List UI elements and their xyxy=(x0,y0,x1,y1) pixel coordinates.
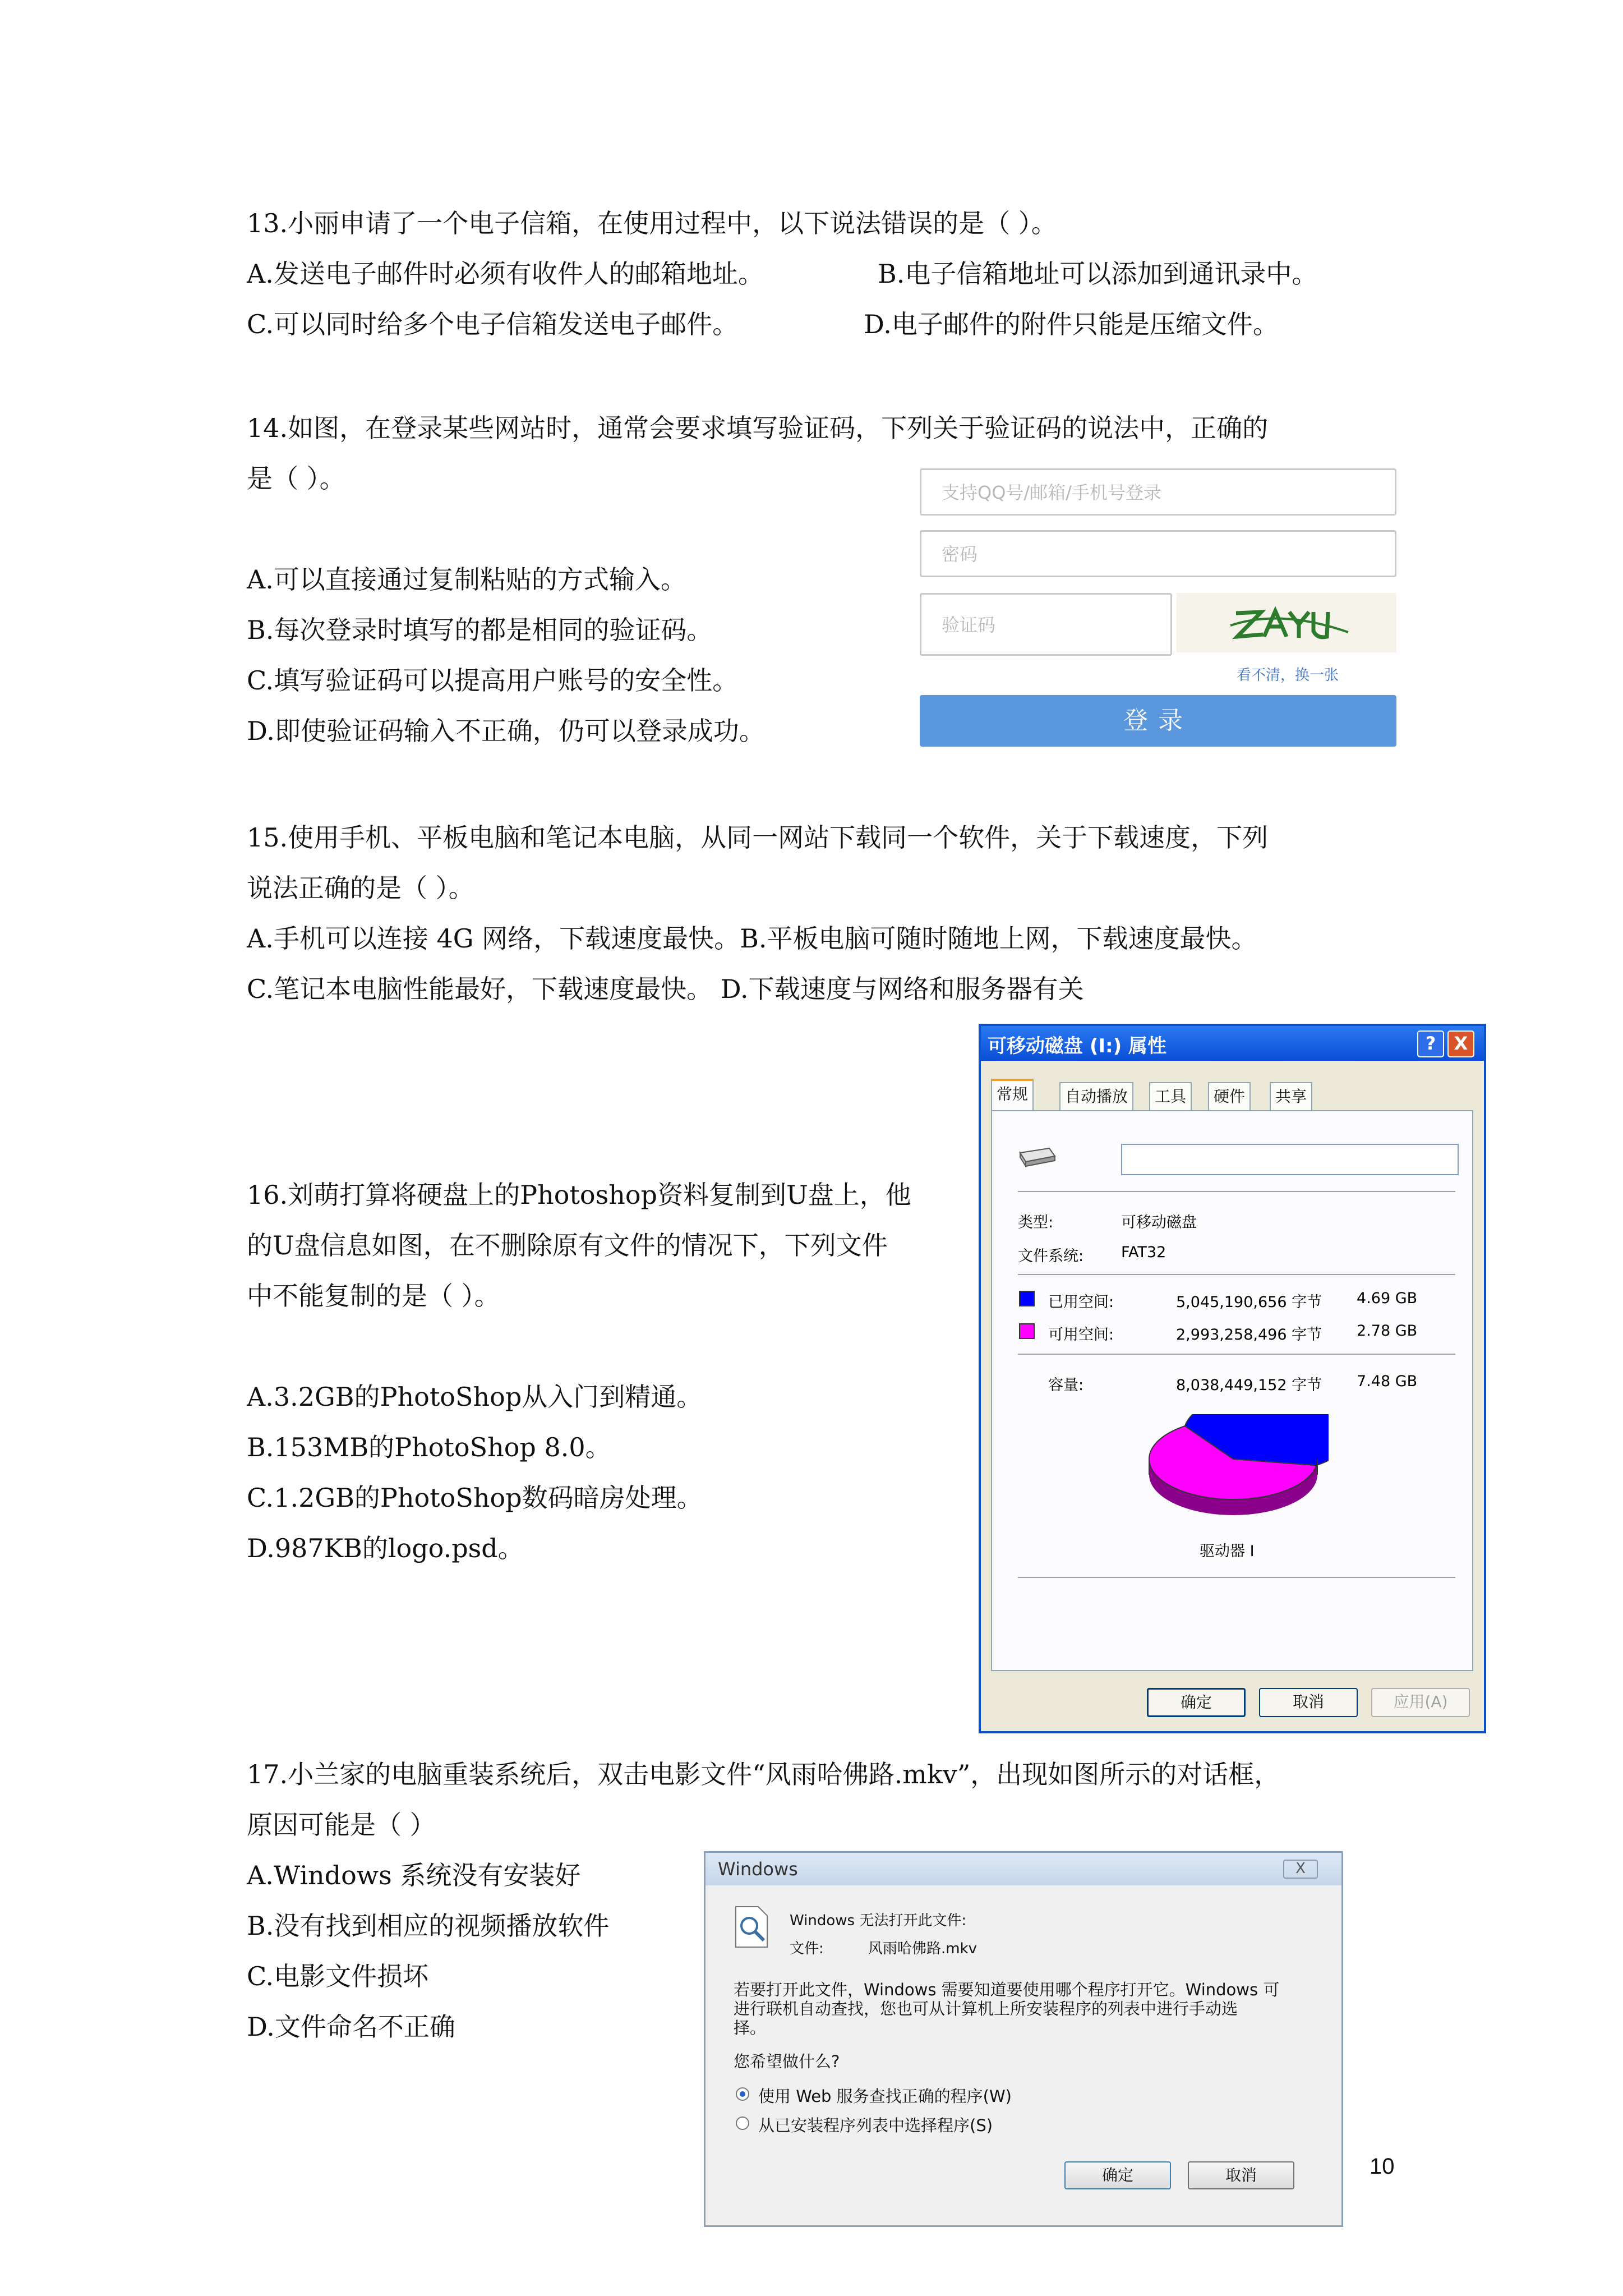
close-button[interactable]: X xyxy=(1283,1860,1318,1879)
q15-options-ab: A.手机可以连接 4G 网络，下载速度最快。B.平板电脑可随时随地上网，下载速度最快。 xyxy=(247,923,1257,954)
general-panel xyxy=(991,1110,1473,1671)
prompt-question: 您希望做什么? xyxy=(734,2052,840,2071)
q13-option-d: D.电子邮件的附件只能是压缩文件。 xyxy=(864,309,1279,339)
used-space-swatch xyxy=(1019,1291,1035,1306)
q17-option-a: A.Windows 系统没有安装好 xyxy=(247,1860,581,1890)
q13-option-b: B.电子信箱地址可以添加到通讯录中。 xyxy=(878,259,1318,289)
free-space-gb: 2.78 GB xyxy=(1357,1322,1418,1340)
q16-stem-line1: 16.刘萌打算将硬盘上的Photoshop资料复制到U盘上，他 xyxy=(247,1180,911,1210)
q15-options-cd: C.笔记本电脑性能最好，下载速度最快。 D.下载速度与网络和服务器有关 xyxy=(247,974,1084,1004)
free-space-label: 可用空间: xyxy=(1048,1326,1114,1343)
capacity-gb: 7.48 GB xyxy=(1357,1373,1418,1390)
q14-option-d: D.即使验证码输入不正确，仍可以登录成功。 xyxy=(247,716,765,746)
password-input[interactable] xyxy=(920,530,1396,577)
q14-option-c: C.填写验证码可以提高用户账号的安全性。 xyxy=(247,665,739,696)
option-web-label[interactable]: 使用 Web 服务查找正确的程序(W) xyxy=(758,2087,1012,2106)
q17-option-d: D.文件命名不正确 xyxy=(247,2012,455,2042)
description-line3: 择。 xyxy=(734,2018,767,2037)
file-name: 风雨哈佛路.mkv xyxy=(868,1940,978,1957)
tab-hardware[interactable]: 硬件 xyxy=(1208,1082,1251,1110)
used-space-label: 已用空间: xyxy=(1048,1294,1114,1311)
cannot-open-heading: Windows 无法打开此文件: xyxy=(790,1912,967,1929)
disk-properties-dialog xyxy=(979,1024,1486,1733)
description-line2: 进行联机自动查找，您也可从计算机上所安装程序的列表中进行手动选 xyxy=(734,1999,1238,2018)
q16-stem-line2: 的U盘信息如图，在不删除原有文件的情况下，下列文件 xyxy=(247,1230,888,1260)
type-value: 可移动磁盘 xyxy=(1121,1214,1197,1231)
q14-stem-line2: 是（ ）。 xyxy=(247,463,345,494)
dialog-title: 可移动磁盘 (I:) 属性 xyxy=(988,1035,1166,1057)
q16-option-a: A.3.2GB的PhotoShop从入门到精通。 xyxy=(247,1382,703,1412)
help-button[interactable]: ? xyxy=(1417,1030,1444,1057)
account-input[interactable] xyxy=(920,468,1396,516)
filesystem-value: FAT32 xyxy=(1121,1244,1166,1261)
filesystem-label: 文件系统: xyxy=(1018,1248,1084,1265)
q17-option-b: B.没有找到相应的视频播放软件 xyxy=(247,1911,610,1941)
captcha-image[interactable] xyxy=(1177,593,1396,652)
dialog-titlebar xyxy=(981,1026,1484,1061)
captcha-input[interactable] xyxy=(920,593,1172,656)
divider xyxy=(1018,1191,1455,1192)
type-label: 类型: xyxy=(1018,1214,1054,1231)
q15-stem-line2: 说法正确的是（ ）。 xyxy=(247,873,474,903)
file-label: 文件: xyxy=(790,1940,824,1957)
tab-autoplay[interactable]: 自动播放 xyxy=(1059,1082,1133,1110)
cancel-button[interactable]: 取消 xyxy=(1188,2161,1294,2189)
option-list-radio[interactable] xyxy=(736,2116,749,2130)
divider xyxy=(1018,1354,1455,1355)
q13-option-a: A.发送电子邮件时必须有收件人的邮箱地址。 xyxy=(247,259,764,289)
option-web-radio[interactable] xyxy=(736,2087,749,2101)
dialog-title: Windows xyxy=(718,1858,798,1880)
q15-stem-line1: 15.使用手机、平板电脑和笔记本电脑，从同一网站下载同一个软件，关于下载速度，下列 xyxy=(247,822,1269,853)
description-line1: 若要打开此文件，Windows 需要知道要使用哪个程序打开它。Windows 可 xyxy=(734,1980,1280,1999)
tab-tools[interactable]: 工具 xyxy=(1149,1082,1192,1110)
login-form-screenshot xyxy=(920,468,1413,749)
capacity-label: 容量: xyxy=(1048,1377,1084,1394)
apply-button[interactable]: 应用(A) xyxy=(1371,1688,1470,1717)
used-space-bytes: 5,045,190,656 字节 xyxy=(1176,1294,1322,1311)
capacity-bytes: 8,038,449,152 字节 xyxy=(1176,1377,1322,1394)
removable-drive-icon xyxy=(1017,1145,1057,1170)
tab-sharing[interactable]: 共享 xyxy=(1270,1082,1312,1110)
q13-stem: 13.小丽申请了一个电子信箱，在使用过程中，以下说法错误的是（ ）。 xyxy=(247,208,1057,238)
tab-general[interactable]: 常规 xyxy=(991,1079,1034,1110)
ok-button[interactable]: 确定 xyxy=(1064,2161,1171,2189)
divider xyxy=(1018,1577,1455,1578)
q17-option-c: C.电影文件损坏 xyxy=(247,1961,429,1991)
q16-option-c: C.1.2GB的PhotoShop数码暗房处理。 xyxy=(247,1483,703,1513)
disk-usage-pie-chart xyxy=(1138,1414,1329,1526)
open-file-dialog xyxy=(704,1851,1343,2227)
q14-option-a: A.可以直接通过复制粘贴的方式输入。 xyxy=(247,564,686,595)
close-button[interactable]: X xyxy=(1447,1030,1474,1057)
captcha-glyphs-icon xyxy=(1202,597,1371,648)
q17-stem-line2: 原因可能是（ ） xyxy=(247,1810,436,1840)
cancel-button[interactable]: 取消 xyxy=(1259,1688,1358,1717)
q16-option-b: B.153MB的PhotoShop 8.0。 xyxy=(247,1432,611,1462)
q17-stem-line1: 17.小兰家的电脑重装系统后，双击电影文件“风雨哈佛路.mkv”，出现如图所示的对话框， xyxy=(247,1759,1280,1789)
q16-stem-line3: 中不能复制的是（ ）。 xyxy=(247,1281,500,1311)
volume-label-input[interactable] xyxy=(1121,1144,1459,1175)
q13-option-c: C.可以同时给多个电子信箱发送电子邮件。 xyxy=(247,309,739,339)
q16-option-d: D.987KB的logo.psd。 xyxy=(247,1533,524,1563)
q14-stem-line1: 14.如图，在登录某些网站时，通常会要求填写验证码，下列关于验证码的说法中，正确的 xyxy=(247,413,1269,443)
captcha-refresh-link[interactable]: 看不清，换一张 xyxy=(1237,667,1339,684)
ok-button[interactable]: 确定 xyxy=(1147,1688,1246,1717)
used-space-gb: 4.69 GB xyxy=(1357,1290,1418,1307)
page-number: 10 xyxy=(1370,2154,1395,2179)
unknown-file-icon xyxy=(732,1904,772,1949)
login-button[interactable]: 登录 xyxy=(920,695,1396,747)
free-space-bytes: 2,993,258,496 字节 xyxy=(1176,1326,1322,1343)
divider xyxy=(1018,1274,1455,1275)
option-list-label[interactable]: 从已安装程序列表中选择程序(S) xyxy=(758,2116,993,2135)
password-placeholder: 密码 xyxy=(942,544,978,565)
captcha-placeholder: 验证码 xyxy=(942,614,996,636)
dialog-titlebar xyxy=(706,1853,1341,1885)
account-placeholder: 支持QQ号/邮箱/手机号登录 xyxy=(942,482,1161,503)
q14-option-b: B.每次登录时填写的都是相同的验证码。 xyxy=(247,615,713,645)
drive-label: 驱动器 I xyxy=(1200,1543,1255,1560)
free-space-swatch xyxy=(1019,1323,1035,1339)
